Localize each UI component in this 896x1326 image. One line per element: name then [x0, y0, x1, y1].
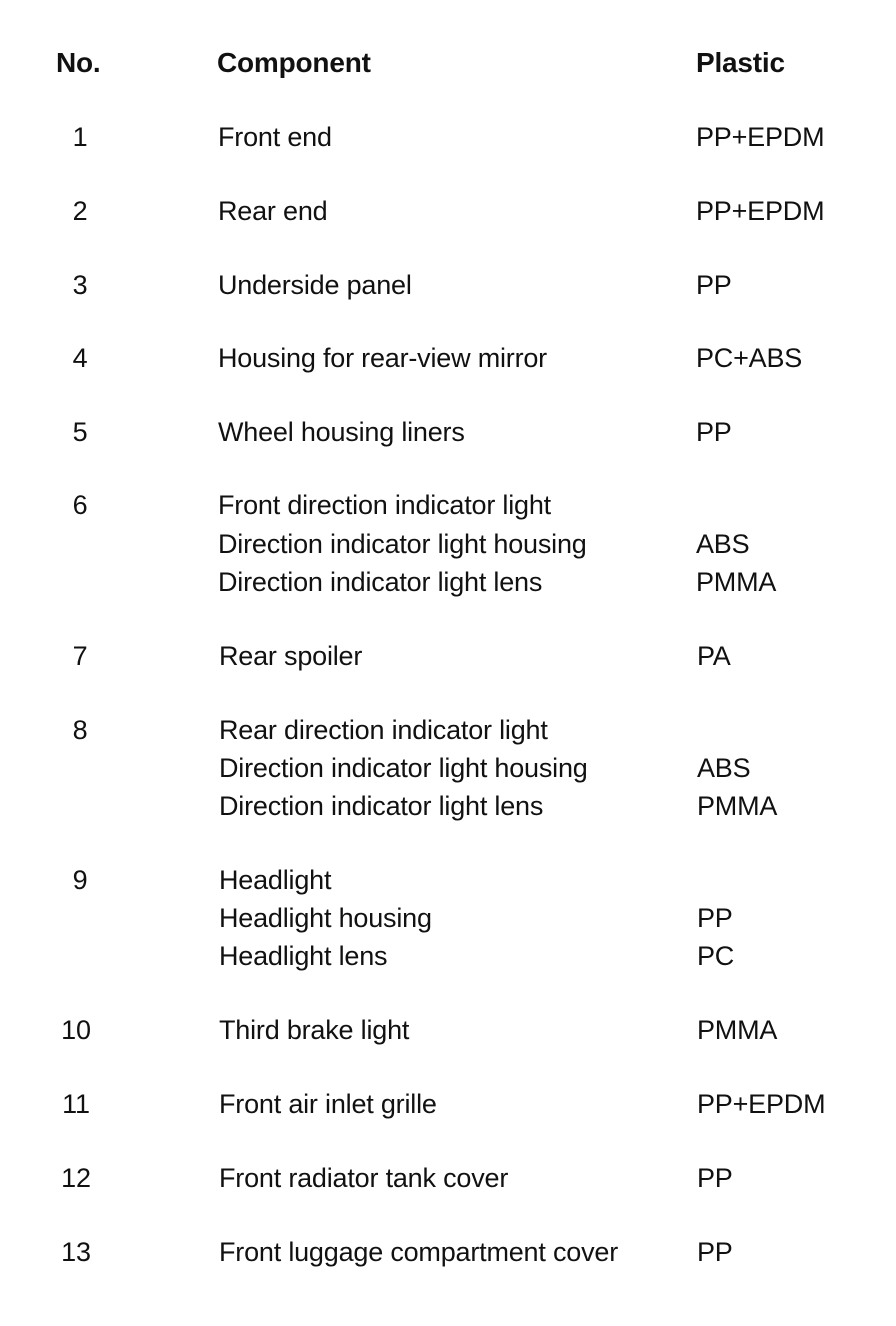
- row-component: Front direction indicator light: [218, 490, 551, 520]
- row-component: Front end: [218, 122, 332, 152]
- row-plastic: PMMA: [697, 791, 778, 821]
- row-component: Rear end: [218, 196, 328, 226]
- row-number: 7: [72, 641, 88, 671]
- row-component: Front air inlet grille: [219, 1089, 437, 1119]
- row-number: 3: [72, 270, 88, 300]
- row-component: Direction indicator light housing: [219, 753, 588, 783]
- row-number: 4: [72, 343, 88, 373]
- row-number: 12: [61, 1163, 91, 1193]
- header-plastic: Plastic: [696, 47, 785, 78]
- row-number: 5: [72, 417, 88, 447]
- row-component: Housing for rear-view mirror: [218, 343, 547, 373]
- row-component: Rear spoiler: [219, 641, 363, 671]
- row-number: 1: [72, 122, 88, 152]
- row-plastic: PMMA: [696, 567, 777, 597]
- row-component: Headlight: [219, 865, 332, 895]
- row-number: 9: [72, 865, 88, 895]
- row-plastic: PC: [697, 941, 735, 971]
- row-plastic: PMMA: [697, 1015, 778, 1045]
- row-number: 11: [62, 1089, 90, 1119]
- row-plastic: ABS: [696, 529, 750, 559]
- row-plastic: PP+EPDM: [696, 122, 825, 152]
- row-plastic: PP: [696, 270, 732, 300]
- row-plastic: PP: [697, 1237, 733, 1267]
- row-plastic: PP: [696, 417, 732, 447]
- row-number: 13: [61, 1237, 91, 1267]
- row-number: 8: [72, 715, 88, 745]
- row-component: Wheel housing liners: [218, 417, 465, 447]
- row-component: Rear direction indicator light: [219, 715, 548, 745]
- row-component: Headlight lens: [219, 941, 388, 971]
- row-number: 6: [72, 490, 88, 520]
- row-component: Front radiator tank cover: [219, 1163, 509, 1193]
- row-component: Underside panel: [218, 270, 412, 300]
- row-plastic: PP+EPDM: [696, 196, 825, 226]
- row-plastic: PC+ABS: [696, 343, 803, 373]
- header-component: Component: [217, 47, 371, 78]
- row-plastic: PA: [697, 641, 731, 671]
- row-number: 2: [72, 196, 88, 226]
- row-plastic: ABS: [697, 753, 751, 783]
- row-component: Front luggage compartment cover: [219, 1237, 618, 1267]
- row-component: Direction indicator light housing: [218, 529, 587, 559]
- row-component: Headlight housing: [219, 903, 432, 933]
- row-component: Direction indicator light lens: [219, 791, 544, 821]
- row-number: 10: [61, 1015, 91, 1045]
- row-component: Direction indicator light lens: [218, 567, 543, 597]
- header-no: No.: [56, 47, 101, 78]
- row-plastic: PP: [697, 903, 733, 933]
- row-plastic: PP+EPDM: [697, 1089, 826, 1119]
- row-plastic: PP: [697, 1163, 733, 1193]
- row-component: Third brake light: [219, 1015, 410, 1045]
